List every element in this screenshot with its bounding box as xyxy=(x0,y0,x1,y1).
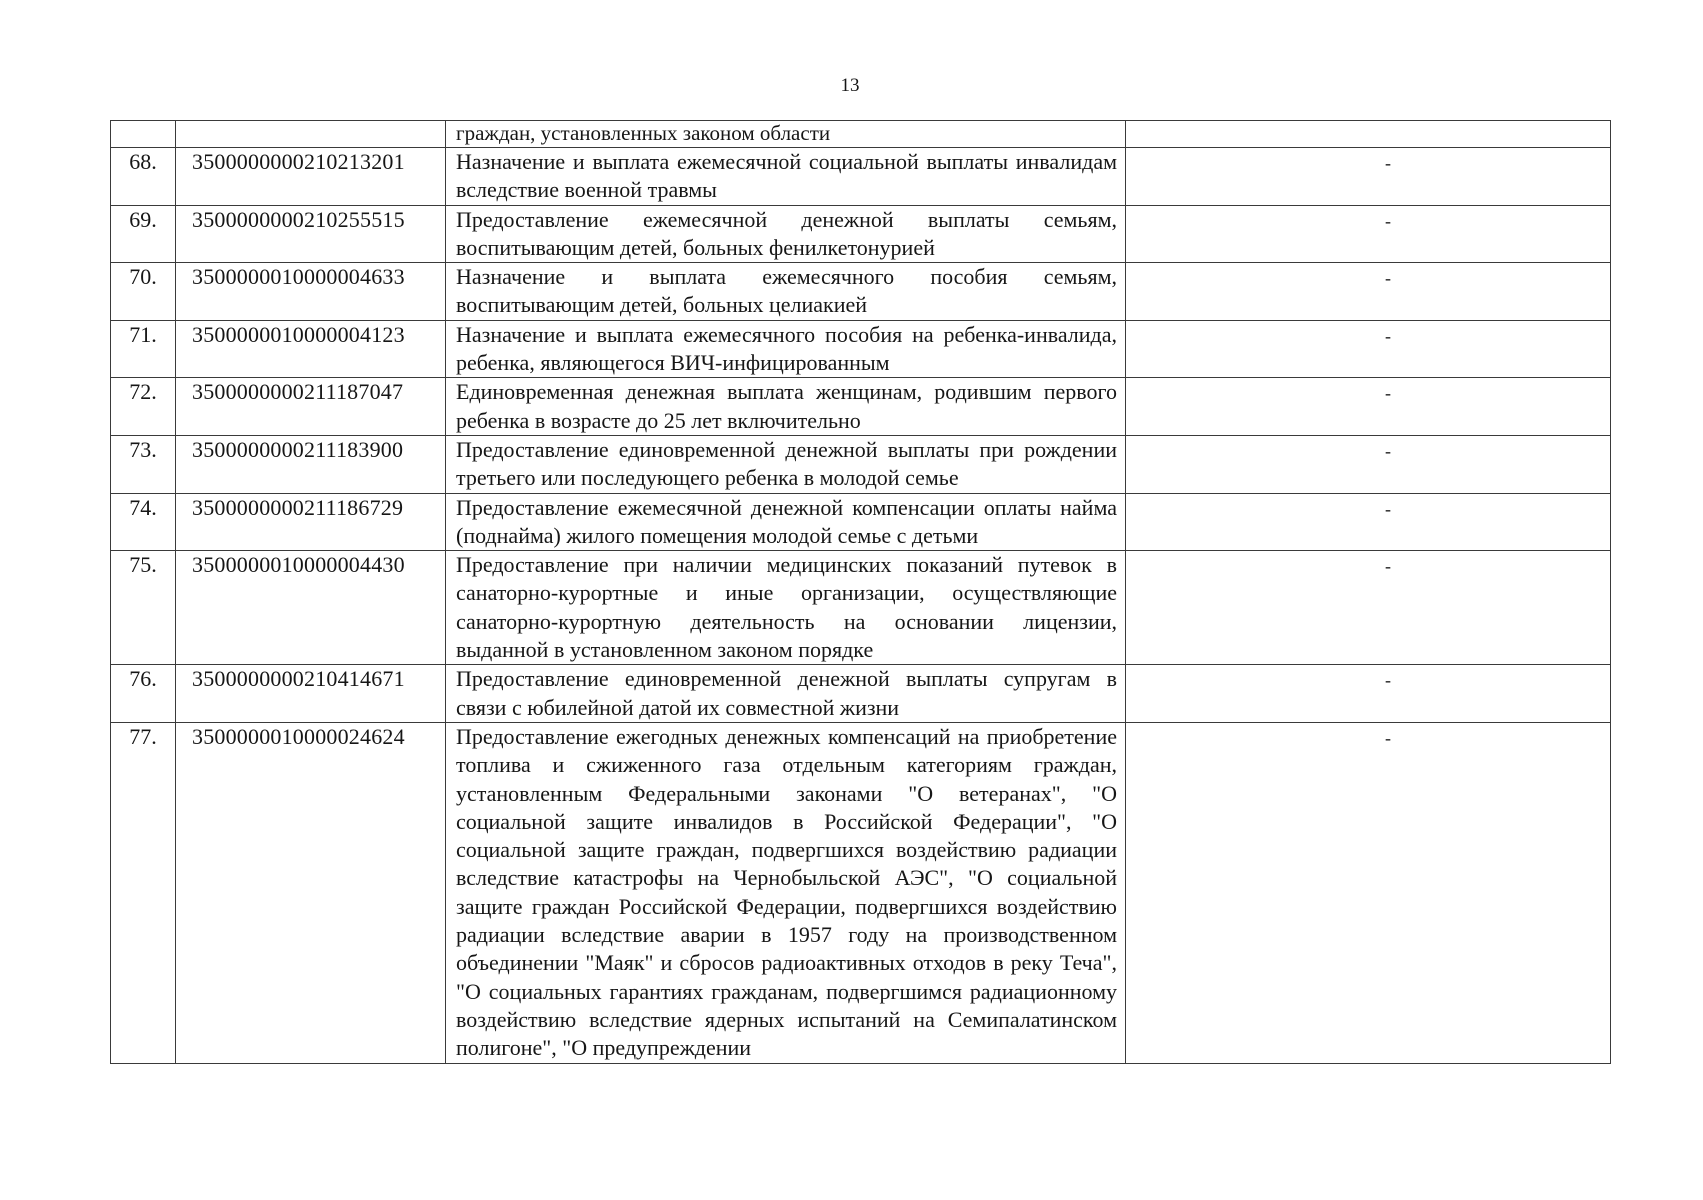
cell-note xyxy=(1126,551,1611,665)
dash-mark: - xyxy=(1385,670,1391,691)
table-row xyxy=(111,722,1611,1063)
cell-code: 3500000010000004633 xyxy=(176,263,446,321)
cell-code: 3500000010000004123 xyxy=(176,320,446,378)
table-row xyxy=(111,320,1611,378)
cell-num: 68. xyxy=(111,148,176,206)
dash-mark: - xyxy=(1385,498,1391,519)
cell-name: граждан, установленных законом области xyxy=(446,121,1126,148)
cell-name: Предоставление единовременной денежной выплаты супругам в связи с юбилейной датой их совместной жизни xyxy=(446,665,1126,723)
table-row xyxy=(111,551,1611,665)
cell-note xyxy=(1126,263,1611,321)
cell-name: Назначение и выплата ежемесячного пособия семьям, воспитывающим детей, больных целиакией xyxy=(446,263,1126,321)
cell-name: Назначение и выплата ежемесячного пособия на ребенка-инвалида, ребенка, являющегося ВИЧ-инфицированным xyxy=(446,320,1126,378)
cell-num: 69. xyxy=(111,205,176,263)
dash-mark: - xyxy=(1385,556,1391,577)
table-row xyxy=(111,148,1611,206)
dash-mark: - xyxy=(1385,153,1391,173)
cell-name: Предоставление ежемесячной денежной выплаты семьям, воспитывающим детей, больных фенилкетонурией xyxy=(446,205,1126,263)
services-table xyxy=(110,120,1611,1064)
page-number: 13 xyxy=(840,75,860,96)
table-row xyxy=(111,263,1611,321)
cell-code: 3500000010000004430 xyxy=(176,551,446,665)
cell-num: 75. xyxy=(111,551,176,665)
dash-mark: - xyxy=(1385,268,1391,289)
cell-num xyxy=(111,121,176,148)
cell-name: Предоставление ежемесячной денежной компенсации оплаты найма (поднайма) жилого помещения молодой семье с детьми xyxy=(446,493,1126,551)
cell-note xyxy=(1126,665,1611,723)
cell-note xyxy=(1126,435,1611,493)
table-row xyxy=(111,378,1611,436)
table-row xyxy=(111,665,1611,723)
cell-code: 3500000000210414671 xyxy=(176,665,446,723)
table-row xyxy=(111,435,1611,493)
cell-note xyxy=(1126,378,1611,436)
cell-num: 70. xyxy=(111,263,176,321)
cell-name: Назначение и выплата ежемесячной социальной выплаты инвалидам вследствие военной травмы xyxy=(446,148,1126,206)
cell-code: 3500000000211186729 xyxy=(176,493,446,551)
cell-code: 3500000000210255515 xyxy=(176,205,446,263)
dash-mark: - xyxy=(1385,727,1391,748)
dash-mark: - xyxy=(1385,440,1391,461)
cell-name: Единовременная денежная выплата женщинам, родившим первого ребенка в возрасте до 25 лет включительно xyxy=(446,378,1126,436)
cell-code: 3500000000211187047 xyxy=(176,378,446,436)
cell-num: 71. xyxy=(111,320,176,378)
dash-mark: - xyxy=(1385,210,1391,231)
cell-note xyxy=(1126,148,1611,206)
cell-num: 74. xyxy=(111,493,176,551)
cell-num: 76. xyxy=(111,665,176,723)
dash-mark: - xyxy=(1385,383,1391,404)
cell-name: Предоставление единовременной денежной выплаты при рождении третьего или последующего ребенка в молодой семье xyxy=(446,435,1126,493)
cell-code: 3500000000210213201 xyxy=(176,148,446,206)
cell-note xyxy=(1126,205,1611,263)
dash-mark: - xyxy=(1385,325,1391,346)
table-row xyxy=(111,493,1611,551)
cell-name: Предоставление ежегодных денежных компенсаций на приобретение топлива и сжиженного газа отдельным категориям граждан, установленным Федеральными законами "О ветеранах", "О социальной защите инвалидов в Российской Федерации", "О социальной защите граждан, подвергшихся воздействию радиации вследствие катастрофы на Чернобыльской АЭС", "О социальной защите граждан Российской Федерации, подвергшихся воздействию радиации вследствие аварии в 1957 году на производственном объединении "Маяк" и сбросов радиоактивных отходов в реку Теча", "О социальных гарантиях гражданам, подвергшимся радиационному воздействию вследствие ядерных испытаний на Семипалатинском полигоне", "О предупреждении xyxy=(446,722,1126,1063)
cell-note xyxy=(1126,320,1611,378)
cell-num: 72. xyxy=(111,378,176,436)
cell-note xyxy=(1126,493,1611,551)
table-row-continuation xyxy=(111,121,1611,148)
cell-code: 3500000000211183900 xyxy=(176,435,446,493)
cell-num: 73. xyxy=(111,435,176,493)
table-row xyxy=(111,205,1611,263)
cell-note xyxy=(1126,121,1611,148)
cell-num: 77. xyxy=(111,722,176,1063)
cell-name: Предоставление при наличии медицинских показаний путевок в санаторно-курортные и иные организации, осуществляющие санаторно-курортную деятельность на основании лицензии, выданной в установленном законом порядке xyxy=(446,551,1126,665)
cell-code: 3500000010000024624 xyxy=(176,722,446,1063)
cell-code xyxy=(176,121,446,148)
cell-note xyxy=(1126,722,1611,1063)
